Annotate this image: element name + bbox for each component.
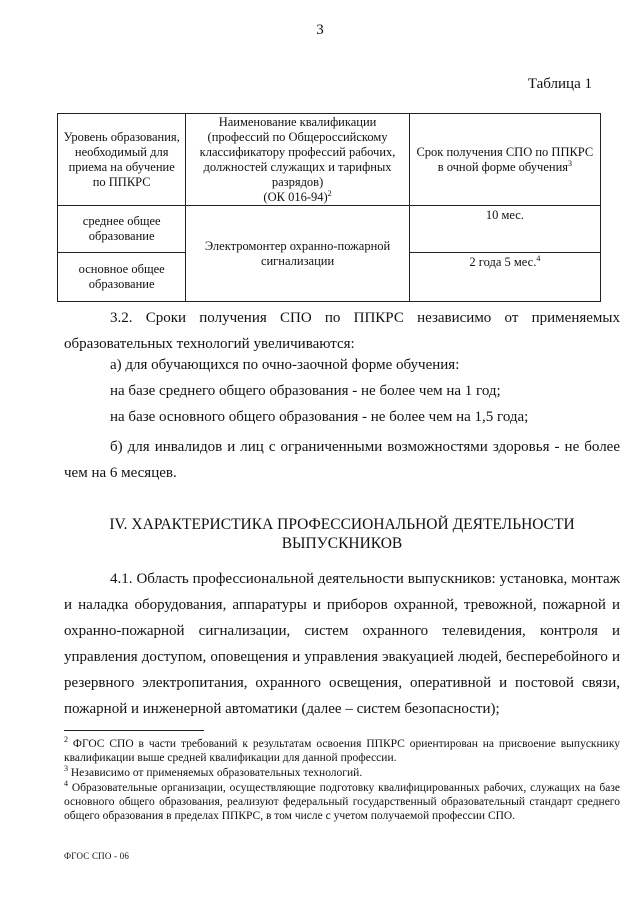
row-qualification (186, 206, 409, 302)
row-level (58, 253, 186, 302)
row-level-text: среднее общее образование (82, 214, 161, 243)
row-level (58, 206, 186, 253)
row-duration (409, 206, 600, 253)
row-level-text: основное общее образование (78, 262, 165, 291)
footnote-ref-2: 2 (327, 188, 332, 198)
header-duration-text: Срок получения СПО по ППКРС в очной форме обучения (416, 144, 594, 174)
footnote-text: ФГОС СПО в части требований к результатам освоения ППКРС ориентирован на присвоение выпускнику квалификации выше средней квалификации для данной профессии. (64, 738, 620, 764)
table-header-row (58, 114, 601, 206)
header-education-level (58, 114, 186, 206)
para-3-2-item-a1: на базе среднего общего образования - не более чем на 1 год; (110, 383, 501, 399)
table-row (58, 206, 601, 253)
footnote-mark: 2 (64, 735, 68, 745)
footnote-ref-3: 3 (568, 158, 573, 168)
footnote-3 (64, 766, 620, 780)
header-qualification (186, 114, 409, 206)
para-4-1: 4.1. Область профессиональной деятельности выпускников: установка, монтаж и наладка оборудования, аппаратуры и приборов охранной, тревожной, пожарной и охранно-пожарной сигнализации, систем охранного телевидения, контроля и управления доступом, оповещения и управления эвакуацией людей, бесперебойного и резервного электропитания, охранного освещения, оперативной и постовой связи, пожарной и инженерной автоматики (далее – систем безопасности); (64, 571, 620, 717)
footnote-ref-4: 4 (536, 253, 541, 263)
header-qualification-text: Наименование квалификации (профессий по Общероссийскому классификатору профессий рабочих, должностей служащих и тарифных разрядов) (199, 114, 396, 189)
footnote-2 (64, 737, 620, 765)
table-label: Таблица 1 (527, 76, 592, 92)
row-duration (409, 253, 600, 302)
row-duration-text: 2 года 5 мес. (469, 255, 537, 269)
section-iv-title: IV. ХАРАКТЕРИСТИКА ПРОФЕССИОНАЛЬНОЙ ДЕЯТЕЛЬНОСТИ ВЫПУСКНИКОВ (109, 516, 575, 552)
header-education-level-text: Уровень образования, необходимый для приема на обучение по ППКРС (63, 129, 180, 189)
header-qualification-code: (ОК 016-94) (263, 189, 328, 204)
document-code: ФГОС СПО - 06 (64, 851, 130, 861)
qualification-text: Электромонтер охранно-пожарной сигнализации (204, 238, 391, 268)
footnote-4 (64, 781, 620, 823)
header-duration (409, 114, 600, 206)
qualification-table (57, 113, 601, 302)
row-duration-text: 10 мес. (485, 208, 524, 222)
footnote-text: Независимо от применяемых образовательных технологий. (70, 767, 363, 779)
page-number: 3 (316, 22, 324, 38)
para-3-2-item-a2: на базе основного общего образования - не более чем на 1,5 года; (110, 409, 529, 425)
para-3-2-intro: 3.2. Сроки получения СПО по ППКРС независимо от применяемых образовательных технологий увеличиваются: (64, 310, 620, 352)
footnote-text: Образовательные организации, осуществляющие подготовку квалифицированных рабочих, служащих на базе основного общего образования, реализуют федеральный государственный образовательный стандарт среднего общего образования в пределах ППКРС, в том числе с учетом получаемой профессии СПО. (64, 782, 620, 822)
footnote-mark: 4 (64, 779, 68, 789)
footnote-divider (64, 730, 204, 731)
para-3-2-item-b: б) для инвалидов и лиц с ограниченными возможностями здоровья - не более чем на 6 месяцев. (64, 439, 620, 481)
para-3-2-item-a: а) для обучающихся по очно-заочной форме обучения: (110, 357, 460, 373)
footnote-mark: 3 (64, 764, 68, 774)
